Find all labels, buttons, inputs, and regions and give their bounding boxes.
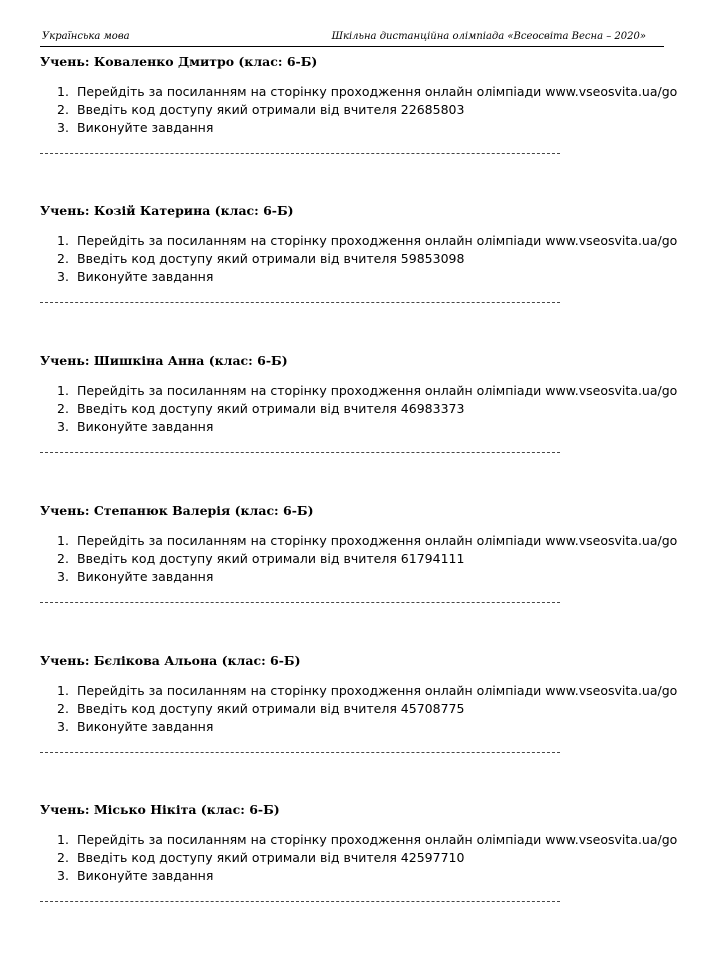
cut-line <box>40 153 560 154</box>
instruction-list <box>40 682 680 736</box>
step-text: Виконуйте завдання <box>77 719 214 734</box>
instruction-step-do-tasks <box>40 119 680 137</box>
step-number: 1. <box>57 683 69 698</box>
instruction-list <box>40 382 680 436</box>
header-olympiad-title: Шкільна дистанційна олімпіада «Всеосвіта Весна – 2020» <box>331 31 646 42</box>
step-text: Виконуйте завдання <box>77 269 214 284</box>
step-number: 3. <box>57 120 69 135</box>
step-text: Введіть код доступу який отримали від вчителя 61794111 <box>77 551 465 566</box>
step-number: 1. <box>57 233 69 248</box>
instruction-list <box>40 232 680 286</box>
step-text: Перейдіть за посиланням на сторінку проходження онлайн олімпіади www.vseosvita.ua/go <box>77 832 678 847</box>
instruction-step-link <box>40 682 680 700</box>
step-number: 3. <box>57 419 69 434</box>
step-number: 1. <box>57 84 69 99</box>
instruction-step-code <box>40 250 680 268</box>
instruction-step-code <box>40 400 680 418</box>
step-text: Перейдіть за посиланням на сторінку проходження онлайн олімпіади www.vseosvita.ua/go <box>77 533 678 548</box>
step-number: 3. <box>57 569 69 584</box>
step-text: Перейдіть за посиланням на сторінку проходження онлайн олімпіади www.vseosvita.ua/go <box>77 84 678 99</box>
instruction-step-code <box>40 101 680 119</box>
step-number: 2. <box>57 701 69 716</box>
student-block <box>40 652 680 753</box>
instruction-list <box>40 83 680 137</box>
step-number: 2. <box>57 401 69 416</box>
cut-line <box>40 752 560 753</box>
student-heading: Учень: Шишкіна Анна (клас: 6-Б) <box>40 353 288 368</box>
instruction-step-do-tasks <box>40 418 680 436</box>
cut-line <box>40 901 560 902</box>
step-number: 2. <box>57 251 69 266</box>
instruction-list <box>40 532 680 586</box>
student-block <box>40 53 680 154</box>
instruction-step-code <box>40 550 680 568</box>
instruction-step-do-tasks <box>40 568 680 586</box>
student-heading: Учень: Місько Нікіта (клас: 6-Б) <box>40 802 280 817</box>
step-number: 2. <box>57 102 69 117</box>
step-text: Перейдіть за посиланням на сторінку проходження онлайн олімпіади www.vseosvita.ua/go <box>77 383 678 398</box>
instruction-step-link <box>40 232 680 250</box>
instruction-step-link <box>40 532 680 550</box>
step-number: 1. <box>57 383 69 398</box>
step-text: Введіть код доступу який отримали від вчителя 42597710 <box>77 850 465 865</box>
step-text: Введіть код доступу який отримали від вчителя 59853098 <box>77 251 465 266</box>
step-number: 2. <box>57 551 69 566</box>
instruction-list <box>40 831 680 885</box>
student-block <box>40 502 680 603</box>
step-text: Виконуйте завдання <box>77 419 214 434</box>
instruction-step-code <box>40 700 680 718</box>
student-block <box>40 202 680 303</box>
page-header <box>40 30 664 47</box>
step-number: 1. <box>57 533 69 548</box>
step-number: 3. <box>57 269 69 284</box>
step-number: 3. <box>57 868 69 883</box>
step-text: Перейдіть за посиланням на сторінку проходження онлайн олімпіади www.vseosvita.ua/go <box>77 683 678 698</box>
step-number: 2. <box>57 850 69 865</box>
step-text: Введіть код доступу який отримали від вчителя 45708775 <box>77 701 465 716</box>
instruction-step-link <box>40 83 680 101</box>
step-text: Перейдіть за посиланням на сторінку проходження онлайн олімпіади www.vseosvita.ua/go <box>77 233 678 248</box>
instruction-step-code <box>40 849 680 867</box>
instruction-step-link <box>40 382 680 400</box>
student-block <box>40 352 680 453</box>
student-heading: Учень: Степанюк Валерія (клас: 6-Б) <box>40 503 314 518</box>
cut-line <box>40 452 560 453</box>
instruction-step-do-tasks <box>40 268 680 286</box>
student-heading: Учень: Коваленко Дмитро (клас: 6-Б) <box>40 54 318 69</box>
instruction-step-do-tasks <box>40 718 680 736</box>
step-number: 1. <box>57 832 69 847</box>
step-text: Введіть код доступу який отримали від вчителя 46983373 <box>77 401 465 416</box>
header-subject: Українська мова <box>42 31 130 42</box>
instruction-step-link <box>40 831 680 849</box>
step-text: Виконуйте завдання <box>77 569 214 584</box>
step-text: Введіть код доступу який отримали від вчителя 22685803 <box>77 102 465 117</box>
student-heading: Учень: Козій Катерина (клас: 6-Б) <box>40 203 294 218</box>
step-text: Виконуйте завдання <box>77 120 214 135</box>
instruction-step-do-tasks <box>40 867 680 885</box>
student-heading: Учень: Бєлікова Альона (клас: 6-Б) <box>40 653 301 668</box>
cut-line <box>40 602 560 603</box>
cut-line <box>40 302 560 303</box>
step-text: Виконуйте завдання <box>77 868 214 883</box>
student-block <box>40 801 680 902</box>
step-number: 3. <box>57 719 69 734</box>
